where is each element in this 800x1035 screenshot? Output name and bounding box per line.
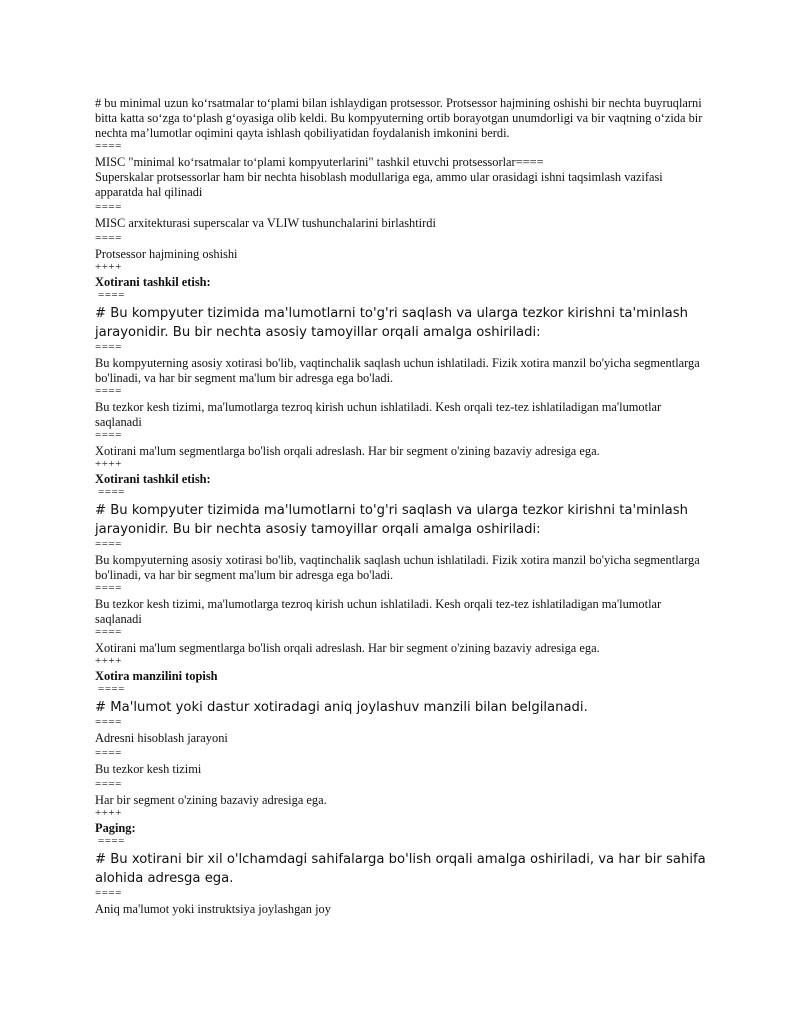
block-end-marker: ++++ — [95, 458, 122, 470]
separator: ==== — [95, 341, 122, 353]
block-misc — [95, 96, 710, 273]
block-paging — [95, 821, 710, 917]
separator: ==== — [95, 385, 122, 397]
question-text: # Bu kompyuter tizimida ma'lumotlarni to'g'ri saqlash va ularga tezkor kirishni ta'minlash jarayonidir. Bu bir nechta asosiy tamoyillar orqali amalga oshiriladi: — [95, 306, 688, 340]
separator: ==== — [95, 538, 122, 550]
separator: ==== — [95, 778, 122, 790]
separator: ==== — [95, 582, 122, 594]
answer-text: MISC "minimal koʻrsatmalar toʻplami kompyuterlarini" tashkil etuvchi protsessorlar==== — [95, 155, 544, 169]
separator: ==== — [98, 835, 125, 847]
separator: ==== — [95, 232, 122, 244]
answer-text: Har bir segment o'zining bazaviy adresiga ega. — [95, 793, 327, 807]
separator: ==== — [95, 429, 122, 441]
answer-text: Xotirani ma'lum segmentlarga bo'lish orqali adreslash. Har bir segment o'zining bazaviy adresiga ega. — [95, 444, 600, 458]
section-heading: Xotirani tashkil etish: — [95, 472, 211, 486]
answer-text: Xotirani ma'lum segmentlarga bo'lish orqali adreslash. Har bir segment o'zining bazaviy adresiga ega. — [95, 641, 600, 655]
question-text: # Bu xotirani bir xil o'lchamdagi sahifalarga bo'lish orqali amalga oshiriladi, va har bir sahifa alohida adresga ega. — [95, 852, 706, 886]
answer-text: MISC arxitekturasi superscalar va VLIW tushunchalarini birlashtirdi — [95, 216, 436, 230]
answer-text: Bu tezkor kesh tizimi — [95, 762, 202, 776]
answer-text: Superskalar protsessorlar ham bir nechta hisoblash modullariga ega, ammo ular orasidagi ishni taqsimlash vazifasi apparatda hal qilinadi — [95, 170, 663, 199]
answer-text: Bu kompyuterning asosiy xotirasi bo'lib, vaqtinchalik saqlash uchun ishlatiladi. Fizik xotira manzil bo'yicha segmentlarga bo'linadi, va har bir segment ma'lum bir adresga ega bo'ladi. — [95, 553, 700, 582]
question-text: # Ma'lumot yoki dastur xotiradagi aniq joylashuv manzili bilan belgilanadi. — [95, 700, 588, 715]
block-end-marker: ++++ — [95, 261, 122, 273]
question-text: # bu minimal uzun koʻrsatmalar toʻplami bilan ishlaydigan protsessor. Protsessor hajmining oshishi bir nechta buyruqlarni bitta katta soʻzga toʻplash gʻoyasiga olib keldi. Bu kompyuterning ortib borayotgan unumdorligi va bir vaqtning oʻzida bir nechta maʼlumotlar oqimini qayta ishlash qobiliyatidan foydalanish imkonini berdi. — [95, 96, 703, 140]
separator: ==== — [95, 140, 122, 152]
block-memory-address — [95, 669, 710, 819]
separator: ==== — [95, 626, 122, 638]
document-page — [95, 96, 710, 917]
separator: ==== — [95, 716, 122, 728]
answer-text: Bu kompyuterning asosiy xotirasi bo'lib, vaqtinchalik saqlash uchun ishlatiladi. Fizik xotira manzil bo'yicha segmentlarga bo'linadi, va har bir segment ma'lum bir adresga ega bo'ladi. — [95, 356, 700, 385]
separator: ==== — [95, 201, 122, 213]
separator: ==== — [95, 747, 122, 759]
answer-text: Aniq ma'lumot yoki instruktsiya joylashgan joy — [95, 902, 331, 916]
block-end-marker: ++++ — [95, 655, 122, 667]
block-end-marker: ++++ — [95, 807, 122, 819]
answer-text: Protsessor hajmining oshishi — [95, 247, 238, 261]
answer-text: Bu tezkor kesh tizimi, ma'lumotlarga tezroq kirish uchun ishlatiladi. Kesh orqali tez-tez ishlatiladigan ma'lumotlar saqlanadi — [95, 597, 662, 626]
section-heading: Xotira manzilini topish — [95, 669, 218, 683]
question-text: # Bu kompyuter tizimida ma'lumotlarni to'g'ri saqlash va ularga tezkor kirishni ta'minlash jarayonidir. Bu bir nechta asosiy tamoyillar orqali amalga oshiriladi: — [95, 503, 688, 537]
separator: ==== — [95, 887, 122, 899]
answer-text: Bu tezkor kesh tizimi, ma'lumotlarga tezroq kirish uchun ishlatiladi. Kesh orqali tez-tez ishlatiladigan ma'lumotlar saqlanadi — [95, 400, 662, 429]
section-heading: Xotirani tashkil etish: — [95, 275, 211, 289]
section-heading: Paging: — [95, 821, 136, 835]
separator: ==== — [98, 486, 125, 498]
separator: ==== — [98, 683, 125, 695]
block-memory-organization — [95, 275, 710, 470]
answer-text: Adresni hisoblash jarayoni — [95, 731, 228, 745]
block-memory-organization-repeat — [95, 472, 710, 667]
separator: ==== — [98, 289, 125, 301]
